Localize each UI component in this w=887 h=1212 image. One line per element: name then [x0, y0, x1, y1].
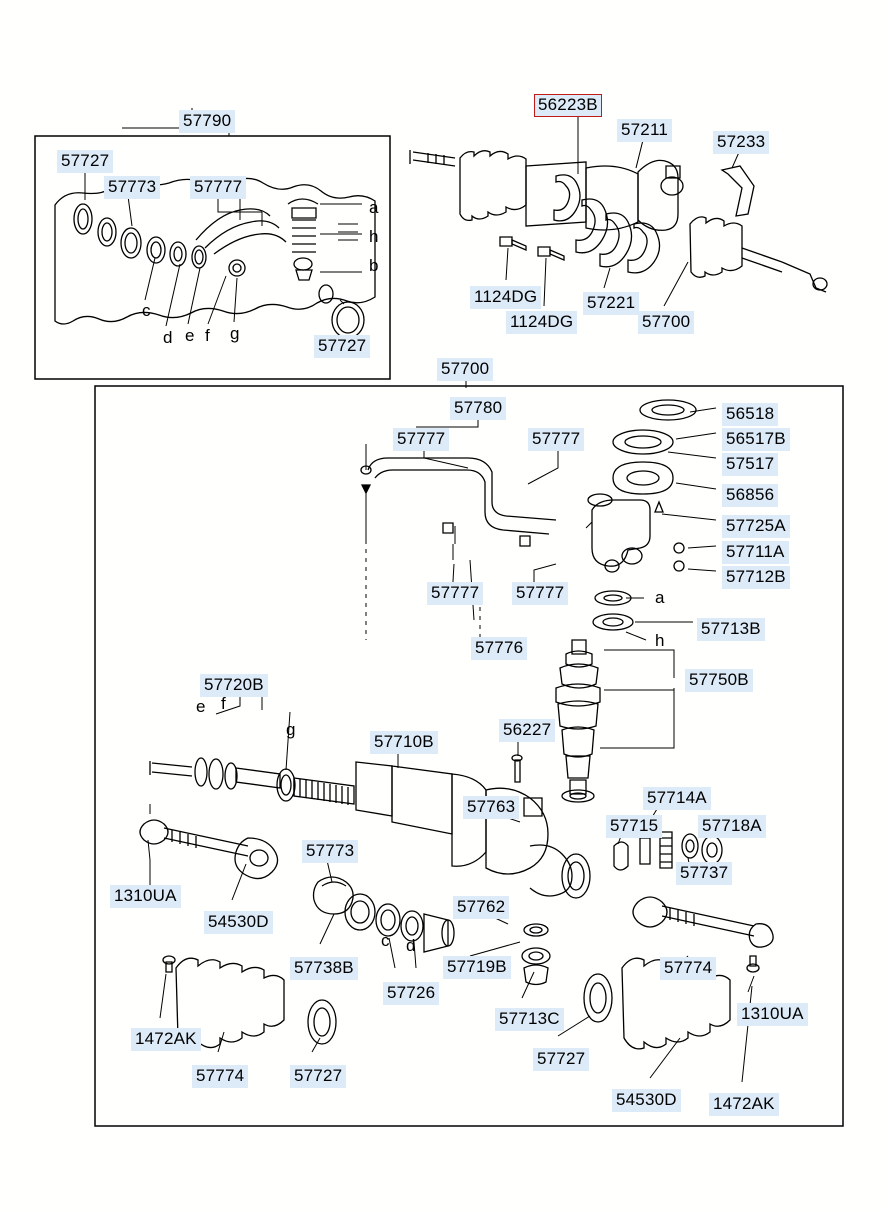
part-label-57763[interactable]: 57763 [463, 796, 519, 819]
callout-letter-h-2: h [655, 631, 665, 650]
part-label-57777-5[interactable]: 57777 [512, 582, 568, 605]
part-label-57727-4[interactable]: 57727 [533, 1048, 589, 1071]
part-label-56518[interactable]: 56518 [722, 403, 778, 426]
part-label-57719B[interactable]: 57719B [443, 956, 511, 979]
part-label-57714A[interactable]: 57714A [643, 787, 711, 810]
part-label-56227[interactable]: 56227 [499, 719, 555, 742]
part-label-57727-3[interactable]: 57727 [290, 1065, 346, 1088]
callout-letter-h: h [369, 227, 379, 246]
callout-letter-a-2: a [655, 588, 665, 607]
part-label-57715[interactable]: 57715 [606, 815, 662, 838]
part-label-57777-4[interactable]: 57777 [427, 582, 483, 605]
part-label-57777-2[interactable]: 57777 [393, 428, 449, 451]
part-label-57718A[interactable]: 57718A [698, 815, 766, 838]
part-label-1472AK[interactable]: 1472AK [131, 1028, 201, 1051]
part-label-57211[interactable]: 57211 [617, 119, 672, 142]
part-label-1310UA-2[interactable]: 1310UA [737, 1003, 808, 1026]
part-label-57777[interactable]: 57777 [190, 176, 246, 199]
part-label-57774-2[interactable]: 57774 [192, 1065, 248, 1088]
callout-letter-e-2: e [196, 697, 206, 716]
part-label-57738B[interactable]: 57738B [290, 957, 358, 980]
part-label-57773-2[interactable]: 57773 [302, 840, 358, 863]
part-label-57712B[interactable]: 57712B [722, 566, 790, 589]
callout-letter-g-2: g [286, 720, 296, 739]
part-label-54530D-2[interactable]: 54530D [612, 1089, 681, 1112]
part-label-57773[interactable]: 57773 [104, 176, 160, 199]
part-label-57710B[interactable]: 57710B [370, 731, 438, 754]
part-label-57726[interactable]: 57726 [383, 982, 439, 1005]
callout-letter-b: b [369, 256, 379, 275]
part-label-1124DG[interactable]: 1124DG [470, 286, 541, 309]
callout-letter-a: a [369, 198, 379, 217]
part-label-57774[interactable]: 57774 [660, 957, 716, 980]
part-label-57221[interactable]: 57221 [583, 292, 639, 315]
part-label-57727-2[interactable]: 57727 [314, 335, 370, 358]
part-label-1124DG-2[interactable]: 1124DG [506, 311, 577, 334]
part-label-57713C[interactable]: 57713C [495, 1008, 564, 1031]
part-label-56223B-highlighted[interactable]: 56223B [534, 94, 602, 117]
part-label-57727[interactable]: 57727 [57, 150, 113, 173]
callout-letter-c-2: c [381, 931, 390, 950]
part-label-1310UA[interactable]: 1310UA [110, 885, 181, 908]
part-label-56856[interactable]: 56856 [722, 484, 778, 507]
part-label-57700[interactable]: 57700 [638, 311, 694, 334]
part-label-57713B[interactable]: 57713B [697, 618, 765, 641]
part-label-57700-2[interactable]: 57700 [437, 358, 493, 381]
part-label-56517B[interactable]: 56517B [722, 428, 790, 451]
part-label-57737[interactable]: 57737 [676, 862, 732, 885]
part-label-57720B[interactable]: 57720B [200, 674, 268, 697]
callout-letter-c: c [142, 301, 151, 320]
part-label-57790[interactable]: 57790 [179, 110, 235, 133]
part-label-57233[interactable]: 57233 [713, 131, 769, 154]
part-label-57711A[interactable]: 57711A [722, 541, 789, 564]
part-label-57517[interactable]: 57517 [722, 453, 778, 476]
callout-letter-f: f [205, 326, 210, 345]
callout-letter-d-2: d [406, 936, 416, 955]
part-label-57750B[interactable]: 57750B [685, 669, 753, 692]
part-label-54530D[interactable]: 54530D [204, 911, 273, 934]
part-label-57777-3[interactable]: 57777 [528, 428, 584, 451]
part-label-57762[interactable]: 57762 [453, 896, 509, 919]
callout-letter-g: g [230, 324, 240, 343]
callout-letter-d: d [163, 328, 173, 347]
part-label-1472AK-2[interactable]: 1472AK [709, 1093, 779, 1116]
part-label-57780[interactable]: 57780 [450, 397, 506, 420]
callout-letter-e: e [185, 326, 195, 345]
callout-letter-f-2: f [221, 694, 226, 713]
part-label-57725A[interactable]: 57725A [722, 515, 790, 538]
part-label-57776[interactable]: 57776 [471, 637, 527, 660]
